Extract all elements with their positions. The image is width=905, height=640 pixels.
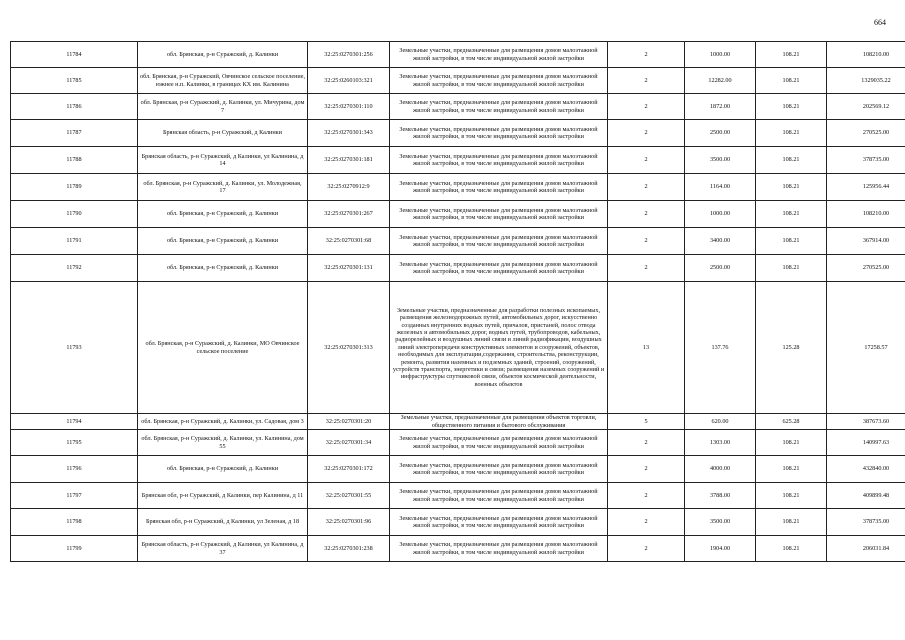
cadastral-number-cell: 32:25:0270301:256 [308,42,390,68]
rate-cell: 108.21 [756,456,827,483]
cadastral-number-cell: 32:25:0270301:313 [308,282,390,414]
area-cell: 137.76 [685,282,756,414]
area-cell: 620.00 [685,414,756,430]
group-cell: 13 [608,282,685,414]
row-number-cell: 11795 [11,430,138,456]
area-cell: 1000.00 [685,42,756,68]
group-cell: 2 [608,536,685,562]
land-use-cell: Земельные участки, предназначенные для размещения объектов торговли, общественного питания и бытового обслуживания [390,414,608,430]
area-cell: 3788.00 [685,483,756,509]
cadastral-value-cell: 1329035.22 [827,68,905,94]
cadastral-value-cell: 206031.84 [827,536,905,562]
area-cell: 3400.00 [685,228,756,255]
cadastral-value-cell: 432840.00 [827,456,905,483]
land-use-cell: Земельные участки, предназначенные для размещения домов малоэтажной жилой застройки, в том числе индивидуальной жилой застройки [390,174,608,201]
area-cell: 1000.00 [685,201,756,228]
row-number-cell: 11799 [11,536,138,562]
address-cell: обл. Брянская, р-н Суражский, д. Калинки [138,456,308,483]
cadastral-value-cell: 108210.00 [827,201,905,228]
cadastral-number-cell: 32:25:0270301:110 [308,94,390,120]
table-row [11,414,905,430]
rate-cell: 125.28 [756,282,827,414]
cadastral-number-cell: 32:25:0270301:172 [308,456,390,483]
land-use-cell: Земельные участки, предназначенные для размещения домов малоэтажной жилой застройки, в том числе индивидуальной жилой застройки [390,120,608,147]
land-use-cell: Земельные участки, предназначенные для размещения домов малоэтажной жилой застройки, в том числе индивидуальной жилой застройки [390,536,608,562]
rate-cell: 108.21 [756,68,827,94]
cadastral-value-cell: 367914.00 [827,228,905,255]
group-cell: 2 [608,509,685,536]
row-number-cell: 11796 [11,456,138,483]
table-row [11,430,905,456]
table-row [11,201,905,228]
group-cell: 2 [608,174,685,201]
row-number-cell: 11794 [11,414,138,430]
rate-cell: 108.21 [756,509,827,536]
area-cell: 1164.00 [685,174,756,201]
land-use-cell: Земельные участки, предназначенные для размещения домов малоэтажной жилой застройки, в том числе индивидуальной жилой застройки [390,483,608,509]
land-use-cell: Земельные участки, предназначенные для размещения домов малоэтажной жилой застройки, в том числе индивидуальной жилой застройки [390,255,608,282]
address-cell: обл. Брянская, р-н Суражский, д. Калинки, ул. Калинина, дом 55 [138,430,308,456]
cadastral-number-cell: 32:25:0270301:20 [308,414,390,430]
cadastral-number-cell: 32:25:0270301:267 [308,201,390,228]
land-use-cell: Земельные участки, предназначенные для размещения домов малоэтажной жилой застройки, в том числе индивидуальной жилой застройки [390,228,608,255]
group-cell: 2 [608,456,685,483]
table-row [11,536,905,562]
land-use-cell: Земельные участки, предназначенные для размещения домов малоэтажной жилой застройки, в том числе индивидуальной жилой застройки [390,42,608,68]
rate-cell: 625.28 [756,414,827,430]
row-number-cell: 11797 [11,483,138,509]
rate-cell: 108.21 [756,120,827,147]
area-cell: 12282.00 [685,68,756,94]
cadastral-value-cell: 17258.57 [827,282,905,414]
address-cell: Брянская область, р-н Суражский, д Калинки, ул Калинина, д 37 [138,536,308,562]
land-use-cell: Земельные участки, предназначенные для размещения домов малоэтажной жилой застройки, в том числе индивидуальной жилой застройки [390,430,608,456]
row-number-cell: 11791 [11,228,138,255]
address-cell: обл. Брянская, р-н Суражский, д. Калинки [138,228,308,255]
address-cell: обл. Брянская, р-н Суражский, д. Калинки [138,42,308,68]
group-cell: 2 [608,430,685,456]
land-use-cell: Земельные участки, предназначенные для размещения домов малоэтажной жилой застройки, в том числе индивидуальной жилой застройки [390,94,608,120]
group-cell: 2 [608,228,685,255]
row-number-cell: 11785 [11,68,138,94]
table-row [11,120,905,147]
table-row [11,509,905,536]
cadastral-value-cell: 378735.00 [827,509,905,536]
rate-cell: 108.21 [756,201,827,228]
table-row [11,255,905,282]
cadastral-value-cell: 378735.00 [827,147,905,174]
cadastral-value-cell: 125956.44 [827,174,905,201]
area-cell: 2500.00 [685,120,756,147]
area-cell: 1872.00 [685,94,756,120]
land-use-cell: Земельные участки, предназначенные для размещения домов малоэтажной жилой застройки, в том числе индивидуальной жилой застройки [390,456,608,483]
area-cell: 2500.00 [685,255,756,282]
row-number-cell: 11788 [11,147,138,174]
land-use-cell: Земельные участки, предназначенные для размещения домов малоэтажной жилой застройки, в том числе индивидуальной жилой застройки [390,201,608,228]
area-cell: 3500.00 [685,147,756,174]
group-cell: 2 [608,94,685,120]
row-number-cell: 11790 [11,201,138,228]
group-cell: 5 [608,414,685,430]
rate-cell: 108.21 [756,430,827,456]
area-cell: 3500.00 [685,509,756,536]
table-row [11,68,905,94]
address-cell: Брянская область, р-н Суражский, д Калинки [138,120,308,147]
group-cell: 2 [608,120,685,147]
page-number: 664 [874,18,886,27]
rate-cell: 108.21 [756,42,827,68]
area-cell: 4000.00 [685,456,756,483]
row-number-cell: 11786 [11,94,138,120]
address-cell: обл. Брянская, р-н Суражский, д. Калинки, ул. Молодежная, 17 [138,174,308,201]
cadastral-value-cell: 140997.63 [827,430,905,456]
land-registry-table [10,41,905,562]
table-body [11,42,905,562]
group-cell: 2 [608,68,685,94]
table-row [11,282,905,414]
cadastral-number-cell: 32:25:0270301:34 [308,430,390,456]
cadastral-value-cell: 270525.00 [827,255,905,282]
cadastral-number-cell: 32:25:0270301:68 [308,228,390,255]
cadastral-number-cell: 32:25:0270912:9 [308,174,390,201]
land-use-cell: Земельные участки, предназначенные для размещения домов малоэтажной жилой застройки, в том числе индивидуальной жилой застройки [390,147,608,174]
row-number-cell: 11784 [11,42,138,68]
cadastral-number-cell: 32:25:0270301:238 [308,536,390,562]
cadastral-number-cell: 32:25:0270301:343 [308,120,390,147]
group-cell: 2 [608,483,685,509]
group-cell: 2 [608,42,685,68]
table-row [11,483,905,509]
cadastral-number-cell: 32:25:0270301:131 [308,255,390,282]
address-cell: обл. Брянская, р-н Суражский, Овчинское сельское поселение, южнее н.п. Калинки, в границах КХ им. Калинина [138,68,308,94]
row-number-cell: 11798 [11,509,138,536]
land-use-cell: Земельные участки, предназначенные для размещения домов малоэтажной жилой застройки, в том числе индивидуальной жилой застройки [390,68,608,94]
cadastral-value-cell: 409899.48 [827,483,905,509]
table-row [11,174,905,201]
rate-cell: 108.21 [756,174,827,201]
address-cell: обл. Брянская, р-н Суражский, д. Калинки, МО Овчинское сельское поселение [138,282,308,414]
address-cell: Брянская обл, р-н Суражский, д Калинки, ул Зеленая, д 18 [138,509,308,536]
rate-cell: 108.21 [756,536,827,562]
row-number-cell: 11792 [11,255,138,282]
cadastral-number-cell: 32:25:0270301:181 [308,147,390,174]
address-cell: обл. Брянская, р-н Суражский, д. Калинки, ул. Садовая, дом 3 [138,414,308,430]
cadastral-value-cell: 387673.60 [827,414,905,430]
table-row [11,456,905,483]
rate-cell: 108.21 [756,94,827,120]
address-cell: обл. Брянская, р-н Суражский, д. Калинки [138,201,308,228]
table-row [11,42,905,68]
address-cell: обл. Брянская, р-н Суражский, д. Калинки, ул. Мичурина, дом 7 [138,94,308,120]
table-row [11,147,905,174]
rate-cell: 108.21 [756,147,827,174]
land-use-cell: Земельные участки, предназначенные для размещения домов малоэтажной жилой застройки, в том числе индивидуальной жилой застройки [390,509,608,536]
group-cell: 2 [608,147,685,174]
cadastral-value-cell: 270525.00 [827,120,905,147]
table-row [11,228,905,255]
cadastral-number-cell: 32:25:0260103:321 [308,68,390,94]
group-cell: 2 [608,201,685,228]
rate-cell: 108.21 [756,228,827,255]
row-number-cell: 11787 [11,120,138,147]
rate-cell: 108.21 [756,255,827,282]
address-cell: Брянская обл, р-н Суражский, д Калинки, пер Калинина, д 11 [138,483,308,509]
group-cell: 2 [608,255,685,282]
rate-cell: 108.21 [756,483,827,509]
area-cell: 1303.00 [685,430,756,456]
cadastral-number-cell: 32:25:0270301:55 [308,483,390,509]
cadastral-value-cell: 108210.00 [827,42,905,68]
row-number-cell: 11789 [11,174,138,201]
row-number-cell: 11793 [11,282,138,414]
address-cell: Брянская область, р-н Суражский, д Калинки, ул Калинина, д 14 [138,147,308,174]
address-cell: обл. Брянская, р-н Суражский, д. Калинки [138,255,308,282]
cadastral-number-cell: 32:25:0270301:96 [308,509,390,536]
area-cell: 1904.00 [685,536,756,562]
land-use-cell: Земельные участки, предназначенные для разработки полезных ископаемых, размещения железнодорожных путей, автомобильных дорог, искусственно созданных внутренних водных путей, причалов, пристаней, полос отвода железных и автомобильных дорог, водных путей, трубопроводов, кабельных, радиорелейных и воздушных линий связи и линий радиофикации, воздушных линий электропередачи конструктивных элементов и сооружений, объектов, необходимых для эксплуатации,содержания, строительства, реконструкции, ремонта, развития наземных и подземных зданий, строений, сооружений, устройств транспорта, энергетики и связи; размещения наземных сооружений и инфраструктуры спутниковой связи, объектов космической деятельности, военных объектов [390,282,608,414]
table-row [11,94,905,120]
cadastral-value-cell: 202569.12 [827,94,905,120]
